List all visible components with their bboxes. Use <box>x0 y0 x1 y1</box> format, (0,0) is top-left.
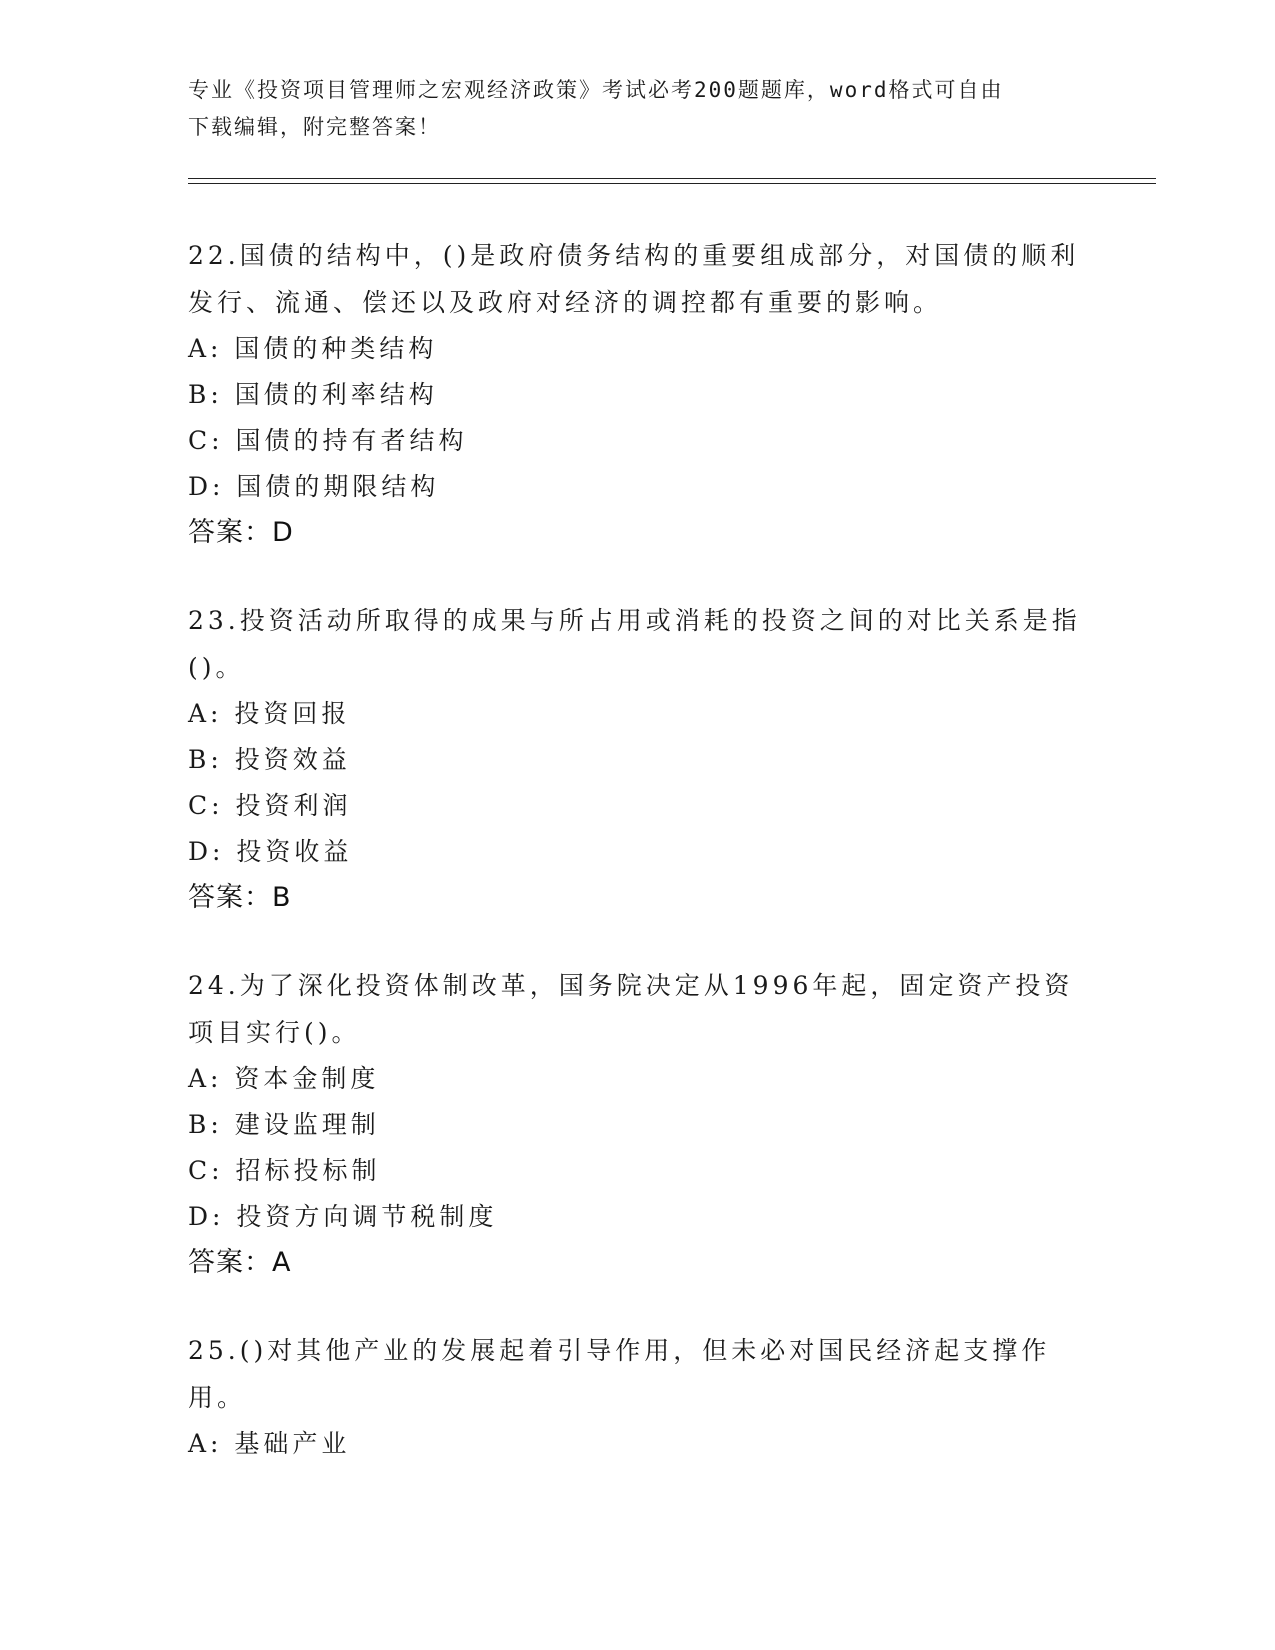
question-stem: 24.为了深化投资体制改革，国务院决定从1996年起，固定资产投资项目实行()。 <box>188 971 1074 1047</box>
header-divider-top <box>188 178 1156 179</box>
option-d: D: 投资方向调节税制度 <box>188 1202 498 1231</box>
question-22 <box>188 232 1088 556</box>
option-c: C: 国债的持有者结构 <box>188 426 468 455</box>
option-a: A: 资本金制度 <box>188 1064 380 1093</box>
question-23 <box>188 597 1088 921</box>
answer-line: 答案：B <box>188 882 292 913</box>
option-c: C: 投资利润 <box>188 791 352 820</box>
option-d: D: 国债的期限结构 <box>188 472 440 501</box>
option-a: A: 国债的种类结构 <box>188 334 438 363</box>
option-b: B: 国债的利率结构 <box>188 380 438 409</box>
option-b: B: 建设监理制 <box>188 1110 380 1139</box>
document-header <box>188 72 1088 146</box>
option-a: A: 投资回报 <box>188 699 351 728</box>
option-c: C: 招标投标制 <box>188 1156 381 1185</box>
question-stem: 25.()对其他产业的发展起着引导作用，但未必对国民经济起支撑作用。 <box>188 1336 1051 1412</box>
question-stem: 23.投资活动所取得的成果与所占用或消耗的投资之间的对比关系是指()。 <box>188 606 1081 682</box>
header-divider-bottom <box>188 183 1156 184</box>
option-a: A: 基础产业 <box>188 1429 351 1458</box>
answer-line: 答案：A <box>188 1247 292 1278</box>
question-24 <box>188 962 1088 1286</box>
header-intro-line-1: 专业《投资项目管理师之宏观经济政策》考试必考200题题库，word格式可自由 <box>188 78 1004 102</box>
question-25 <box>188 1327 1088 1467</box>
header-intro-line-2: 下载编辑，附完整答案！ <box>188 115 441 139</box>
option-b: B: 投资效益 <box>188 745 351 774</box>
question-list <box>188 232 1088 1508</box>
answer-line: 答案：D <box>188 517 294 548</box>
option-d: D: 投资收益 <box>188 837 353 866</box>
question-stem: 22.国债的结构中，()是政府债务结构的重要组成部分，对国债的顺利发行、流通、偿还以及政府对经济的调控都有重要的影响。 <box>188 241 1080 317</box>
